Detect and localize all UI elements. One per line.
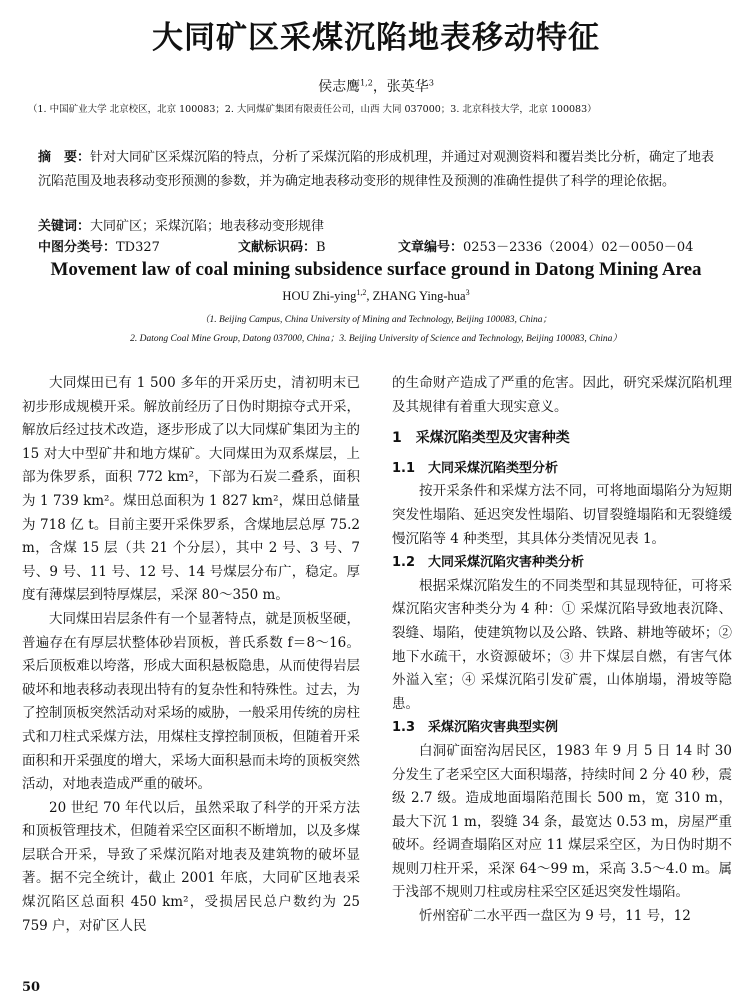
classification-line — [38, 236, 728, 255]
abstract-label: 摘 要： — [38, 150, 91, 165]
paragraph: 忻州窑矿二水平西一盘区为 9 号，11 号，12 — [419, 908, 691, 925]
article-value: 0253－2336（2004）02－0050－04 — [463, 240, 694, 255]
english-authors — [0, 288, 752, 304]
right-column — [392, 372, 732, 929]
keywords-text: 大同矿区；采煤沉陷；地表移动变形规律 — [90, 219, 325, 234]
abstract-text: 针对大同矿区采煤沉陷的特点，分析了采煤沉陷的形成机理，并通过对观测资料和覆岩类比分析，确定了地表沉陷范围及地表移动变形预测的参数，并为确定地表移动变形的规律性及预测的准确性提供了科学的理论依据。 — [38, 150, 715, 189]
clc-value: TD327 — [116, 240, 160, 255]
section-heading: 1 采煤沉陷类型及灾害种类 — [392, 430, 570, 447]
authors — [0, 76, 752, 96]
subsection-heading: 1.3 采煤沉陷灾害典型实例 — [392, 720, 559, 736]
paragraph: 按开采条件和采煤方法不同，可将地面塌陷分为短期突发性塌陷、延迟突发性塌陷、切冒裂缝塌陷和无裂缝缓慢沉陷等 4 种类型，其具体分类情况见表 1。 — [392, 483, 732, 547]
english-title: Movement law of coal mining subsidence surface ground in Datong Mining Area — [50, 259, 702, 280]
paragraph: 20 世纪 70 年代以后，虽然采取了科学的开采方法和顶板管理技术，但随着采空区面积不断增加，以及多煤层联合开采，导致了采煤沉陷对地表及建筑物的破坏显著。据不完全统计，截止 2001 年底，大同矿区地表采煤沉陷区总面积 450 km²，受损居民总户数约为 25 759 户，对矿区人民 — [22, 799, 360, 934]
article-label: 文章编号： — [398, 240, 464, 255]
english-authors-line: HOU Zhi-ying$^{1,2}$, ZHANG Ying-hua$^3$ — [282, 288, 470, 304]
paragraph: 大同煤田已有 1 500 多年的开采历史，清初明末已初步形成规模开采。解放前经历了日伪时期掠夺式开采，解放后经过技术改造，逐步形成了以大同煤矿集团为主的 15 对大中型矿井和地方煤矿。大同煤田为双系煤层，上部为侏罗系，面积 772 km²，下部为石炭二叠系，面积为 1 739 km²。煤田总面积为 1 827 km²，煤田总储量为 718 亿 t。目前主要开采侏罗系，含煤地层总厚 75.2 m，含煤 15 层（共 21 个分层），其中 2 号、3 号、7 号、9 号、11 号、12 号、14 号煤层分布广，稳定。厚度有薄煤层到特厚煤层，采深 80～350 m。 — [22, 375, 360, 604]
subsection-heading: 1.1 大同采煤沉陷类型分析 — [392, 460, 559, 476]
keywords — [38, 215, 324, 234]
abstract — [38, 146, 724, 194]
paragraph: 的生命财产造成了严重的危害。因此，研究采煤沉陷机理及其规律有着重大现实意义。 — [392, 375, 732, 415]
english-affil-2: 2. Datong Coal Mine Group, Datong 037000, China；3. Beijing University of Science and Technology, Beijing 100083, China） — [130, 334, 622, 344]
doc-label: 文献标识码： — [238, 240, 317, 255]
affiliations: （1. 中国矿业大学 北京校区，北京 100083；2. 大同煤矿集团有限责任公司，山西 大同 037000；3. 北京科技大学，北京 100083） — [28, 104, 597, 115]
page-number: 50 — [22, 980, 41, 995]
left-column — [22, 372, 360, 938]
clc-label: 中图分类号： — [38, 240, 117, 255]
keywords-label: 关键词： — [38, 219, 91, 234]
paragraph: 大同煤田岩层条件有一个显著特点，就是顶板坚硬，普遍存在有厚层状整体砂岩顶板，普氏系数 f＝8～16。采后顶板难以垮落，形成大面积悬板隐患，从而使得岩层破坏和地表移动表现出特有的复杂性和特殊性。过去，为了控制顶板突然活动对采场的威胁，一般采用传统的房柱式和刀柱式采煤方法，用煤柱支撑控制顶板，但随着开采面积和开采强度的增大，采场大面积悬而未垮的顶板突然活动，对地表造成严重的破坏。 — [22, 610, 360, 793]
paper-title: 大同矿区采煤沉陷地表移动特征 — [152, 20, 600, 56]
subsection-heading: 1.2 大同采煤沉陷灾害种类分析 — [392, 555, 585, 571]
paragraph: 白洞矿面窑沟居民区，1983 年 9 月 5 日 14 时 30 分发生了老采空区大面积塌落，持续时间 2 分 40 秒，震级 2.7 级。造成地面塌陷范围长 500 m，宽 310 m，最大下沉 1 m，裂缝 34 条，最宽达 0.53 m，房屋严重破坏。经调查塌陷区对应 11 煤层采空区，为日伪时期不规则刀柱开采，采深 64～99 m，采高 3.5～4.0 m。属于浅部不规则刀柱或房柱采空区延迟突发性塌陷。 — [392, 742, 732, 901]
authors-line: 侯志鹰$^{1,2}$，张英华$^3$ — [318, 78, 434, 95]
english-affil-1: （1. Beijing Campus, China University of Mining and Technology, Beijing 100083, China； — [200, 315, 552, 325]
paragraph: 根据采煤沉陷发生的不同类型和其显现特征，可将采煤沉陷灾害种类分为 4 种：① 采煤沉陷导致地表沉降、裂缝、塌陷，使建筑物以及公路、铁路、耕地等破坏；② 地下水疏干，水资源破坏；③ 井下煤层自燃，有害气体外溢入室；④ 采煤沉陷引发矿震，山体崩塌，滑坡等隐患。 — [392, 577, 732, 712]
doc-value: B — [316, 240, 326, 255]
